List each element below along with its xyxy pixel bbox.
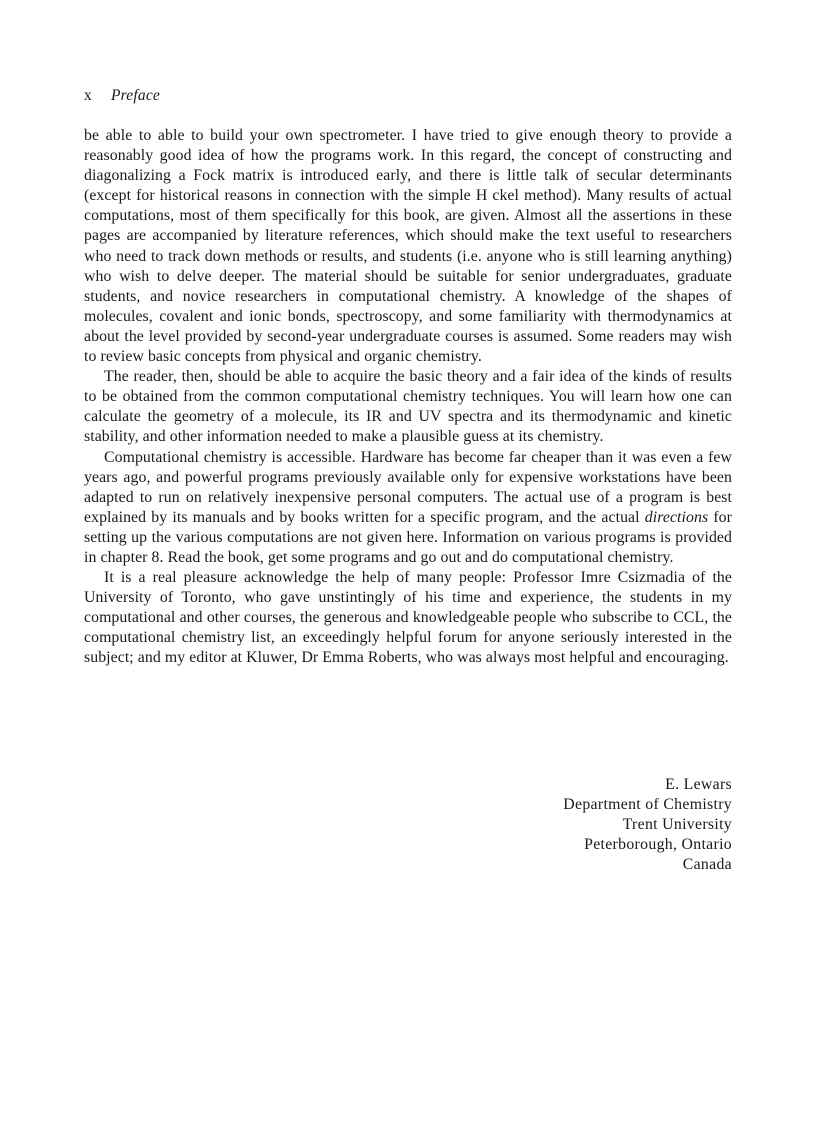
paragraph-1: be able to able to build your own spectrometer. I have tried to give enough theory to provide a reasonably good idea of how the programs work. In this regard, the concept of constructing and diagonalizing a Fock matrix is introduced early, and there is little talk of secular determinants (except for historical reasons in connection with the simple H ckel method). Many results of actual computations, most of them specifically for this book, are given. Almost all the assertions in these pages are accompanied by literature references, which should make the text useful to researchers who need to track down methods or results, and students (i.e. anyone who is still learning anything) who wish to delve deeper. The material should be suitable for senior undergraduates, graduate students, and novice researchers in computational chemistry. A knowledge of the shapes of molecules, covalent and ionic bonds, spectroscopy, and some familiarity with thermodynamics at about the level provided by second-year undergraduate courses is assumed. Some readers may wish to review basic concepts from physical and organic chemistry.: [84, 127, 732, 366]
signature-department: Department of Chemistry: [563, 796, 732, 814]
signature-city-province: Peterborough, Ontario: [584, 836, 732, 854]
paragraph-3: [84, 448, 732, 569]
running-header: [84, 86, 732, 106]
paragraph-3-text-after-italic: for setting up the various computations are not given here. Information on various programs is provided in chapter 8. Read the book, get some programs and go out and do computational chemistry.: [84, 508, 732, 566]
signature-author-name: E. Lewars: [665, 776, 732, 793]
paragraph-3-text-before-italic: Computational chemistry is accessible. Hardware has become far cheaper than it was even a few years ago, and powerful programs previously available only for expensive workstations have been adapted to run on relatively inexpensive personal computers. The actual use of a program is best explained by its manuals and by books written for a specific program, and the actual: [84, 448, 732, 526]
paragraph-2: The reader, then, should be able to acquire the basic theory and a fair idea of the kinds of results to be obtained from the common computational chemistry techniques. You will learn how one can calculate the geometry of a molecule, its IR and UV spectra and its thermodynamic and kinetic stability, and other information needed to make a plausible guess at its chemistry.: [84, 368, 732, 446]
page-folio-number: x: [84, 87, 92, 104]
emphasis-directions: directions: [644, 508, 709, 526]
running-header-title: Preface: [110, 87, 160, 104]
paragraph-4: It is a real pleasure acknowledge the help of many people: Professor Imre Csizmadia of the University of Toronto, who gave unstintingly of his time and experience, the students in my computational and other courses, the generous and knowledgeable people who subscribe to CCL, the computational chemistry list, an exceedingly helpful forum for anyone seriously interested in the subject; and my editor at Kluwer, Dr Emma Roberts, who was always most helpful and encouraging.: [84, 569, 732, 667]
signature-country: Canada: [682, 856, 732, 874]
body-text-column: [84, 126, 732, 669]
signature-institution: Trent University: [622, 816, 732, 834]
signature-block: [312, 775, 732, 875]
